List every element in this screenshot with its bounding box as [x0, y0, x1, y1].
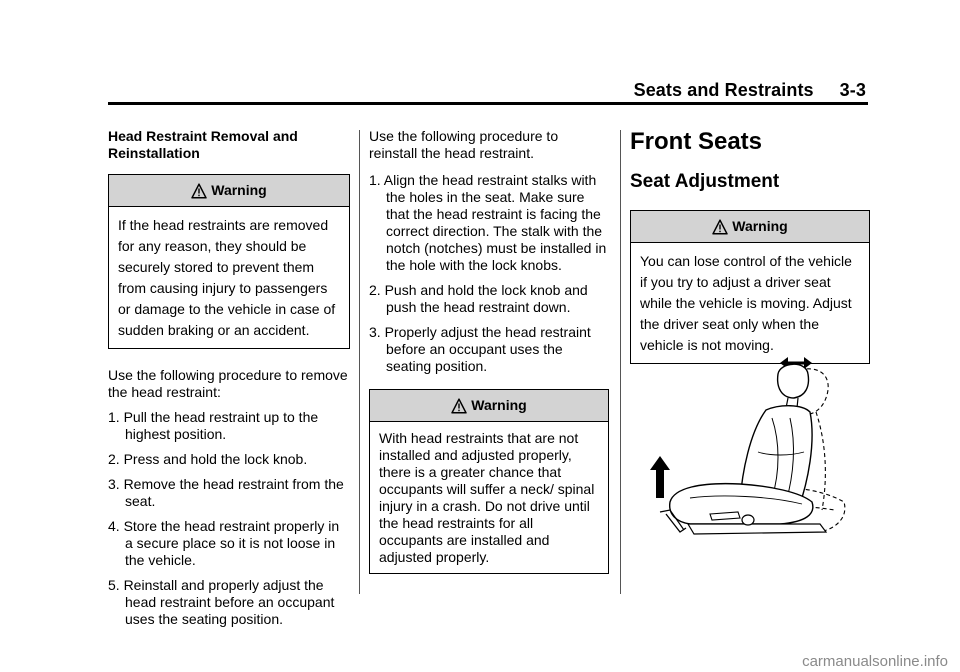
- warning-icon: [451, 398, 467, 414]
- warning-text: You can lose control of the vehicle if you try to adjust a driver seat while the vehicle is moving. Adjust the driver seat only when the vehicle is not moving.: [640, 253, 852, 353]
- reinstall-steps: [369, 172, 609, 375]
- warning-icon: [191, 183, 207, 199]
- headrest: [778, 364, 809, 398]
- warning-icon: [712, 219, 728, 235]
- warning-box: [108, 174, 350, 349]
- warning-title: Warning: [211, 182, 267, 198]
- warning-text: With head restraints that are not installed and adjusted properly, there is a greater chance that occupants will suffer a neck/ spinal injury in a crash. Do not drive until the head restraints for all occupants are installed and adjusted properly.: [379, 430, 595, 565]
- list-item: 4. Store the head restraint properly in a secure place so it is not loose in the vehicle.: [108, 518, 340, 568]
- warning-text: If the head restraints are removed for any reason, they should be securely stored to prevent them from causing injury to passengers or damage to the vehicle in case of sudden braking or an accident.: [118, 217, 336, 338]
- front-seats-heading: Front Seats: [630, 128, 763, 155]
- column-2: [369, 128, 609, 592]
- section-title: Seats and Restraints: [633, 80, 814, 100]
- warning-header: [631, 211, 869, 243]
- removal-intro: Use the following procedure to remove the head restraint:: [108, 367, 348, 400]
- list-item: 2. Push and hold the lock knob and push the head restraint down.: [369, 282, 588, 315]
- list-item: 1. Pull the head restraint up to the highest position.: [108, 409, 319, 442]
- reinstall-intro: Use the following procedure to reinstall the head restraint.: [369, 128, 559, 161]
- column-1: [108, 128, 350, 636]
- list-item: 5. Reinstall and properly adjust the head restraint before an occupant uses the seating position.: [108, 577, 335, 627]
- list-item: 3. Properly adjust the head restraint before an occupant uses the seating position.: [369, 324, 591, 374]
- header-rule: [108, 102, 868, 105]
- head-restraint-removal-subheading: Head Restraint Removal and Reinstallation: [108, 128, 298, 161]
- removal-steps: [108, 409, 350, 628]
- watermark: carmanualsonline.info: [802, 653, 948, 670]
- warning-header: [370, 390, 608, 422]
- seat-control-switch: [710, 512, 740, 520]
- column-3: [630, 128, 870, 382]
- column-divider: [620, 130, 621, 594]
- seat-track: [688, 524, 826, 534]
- list-item: 1. Align the head restraint stalks with the holes in the seat. Make sure that the head restraint is facing the correct direction. The stalk with the notch (notches) must be installed in the hole with the lock knobs.: [369, 172, 607, 273]
- up-arrow-icon: [650, 456, 670, 498]
- power-seat-illustration: [630, 352, 870, 552]
- running-header: [634, 80, 866, 101]
- warning-title: Warning: [732, 218, 788, 234]
- warning-header: [109, 175, 349, 207]
- list-item: 2. Press and hold the lock knob.: [108, 451, 308, 467]
- warning-title: Warning: [471, 397, 527, 413]
- warning-box: [369, 389, 609, 574]
- seat-control-knob: [742, 515, 754, 525]
- column-divider: [359, 130, 360, 594]
- seat-adjustment-heading: Seat Adjustment: [630, 171, 780, 192]
- warning-box: [630, 210, 870, 364]
- list-item: 3. Remove the head restraint from the seat.: [108, 476, 344, 509]
- page-number: 3-3: [839, 80, 866, 100]
